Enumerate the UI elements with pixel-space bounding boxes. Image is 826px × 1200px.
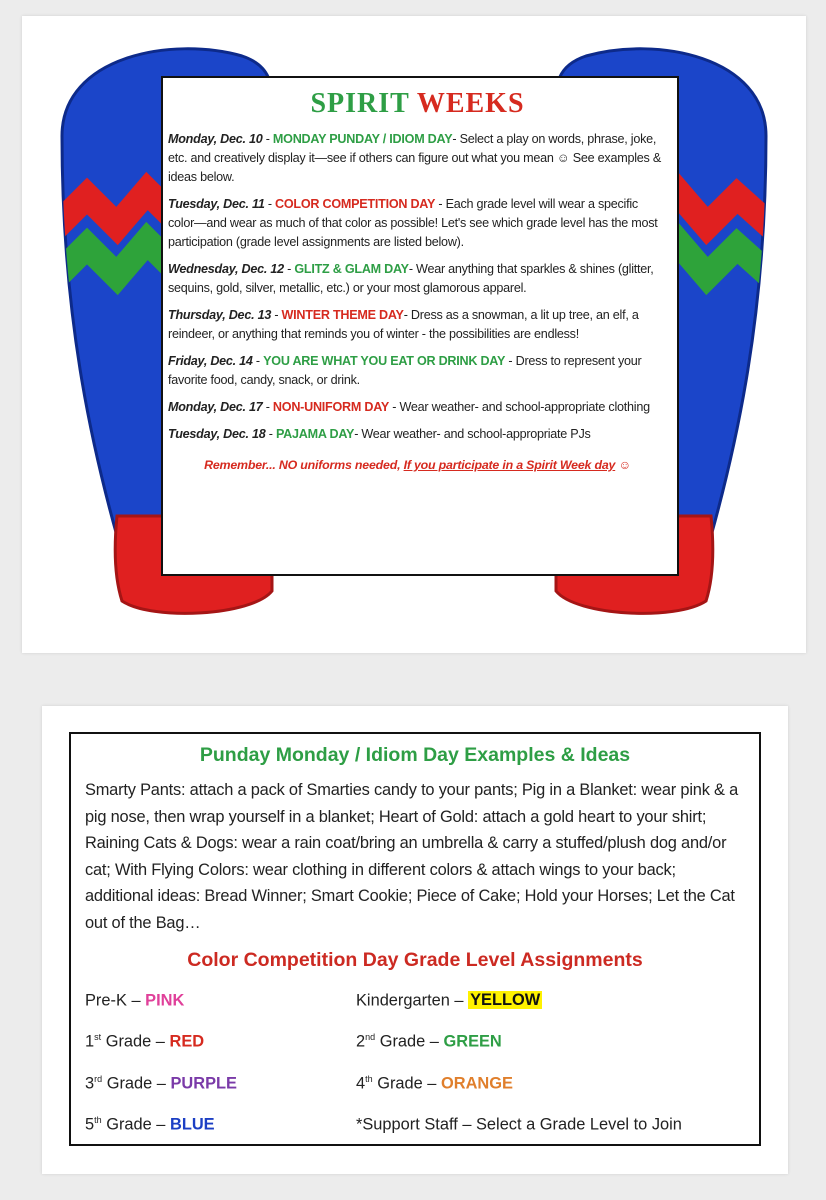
grade-color: GREEN (443, 1032, 502, 1051)
spirit-day-entry (168, 352, 667, 390)
assignments-heading: Color Competition Day Grade Level Assignments (187, 948, 643, 971)
grade-dash: – (151, 1115, 170, 1134)
grade-label: 4 (356, 1073, 366, 1092)
entry-date: Wednesday, Dec. 12 (168, 262, 284, 276)
grade-ordinal: rd (94, 1073, 103, 1084)
assignment-row (356, 1108, 686, 1136)
grade-dash: – (422, 1073, 441, 1092)
entry-separator: - (262, 132, 273, 146)
grade-color: PURPLE (170, 1073, 237, 1092)
entry-date: Thursday, Dec. 13 (168, 308, 272, 322)
grade-label: 2 (356, 1032, 366, 1051)
entry-event: GLITZ & GLAM DAY (294, 262, 409, 276)
remember-underlined: If you participate in a Spirit Week day (403, 458, 616, 472)
grade-dash: – (152, 1073, 171, 1092)
entry-event: COLOR COMPETITION DAY (275, 197, 436, 211)
assignment-row (85, 1067, 356, 1095)
grade-label: 1 (85, 1032, 95, 1051)
grade-suffix: Grade (372, 1073, 423, 1092)
entry-event: MONDAY PUNDAY / IDIOM DAY (272, 132, 453, 146)
spirit-weeks-title (168, 88, 667, 120)
grade-dash: – (126, 991, 146, 1010)
grade-suffix: Grade (102, 1073, 153, 1092)
entry-description: - Each grade level will wear a specific color—and wear as much of that color as possible! Let's see which grade level has the most participation (grade level assignments are listed below). (168, 197, 658, 249)
grade-dash: – (151, 1032, 170, 1051)
entry-event: WINTER THEME DAY (281, 308, 404, 322)
remember-note (168, 458, 667, 472)
assignments-grid (85, 984, 745, 1137)
grade-label: 3 (85, 1073, 95, 1092)
grade-color: ORANGE (440, 1073, 513, 1092)
grade-ordinal: nd (365, 1032, 376, 1043)
entry-description: - Wear weather- and school-appropriate clothing (389, 400, 650, 414)
assignment-row (356, 1067, 686, 1095)
entry-separator: - (252, 354, 264, 368)
entry-separator: - (265, 427, 276, 441)
spirit-weeks-flyer (22, 16, 806, 653)
grade-suffix: Grade (375, 1032, 426, 1051)
grade-color: BLUE (169, 1115, 215, 1134)
grade-ordinal: st (94, 1032, 102, 1043)
entry-separator: - (262, 400, 273, 414)
grade-label: Pre-K (85, 991, 127, 1010)
entry-date: Tuesday, Dec. 18 (168, 427, 266, 441)
entry-date: Monday, Dec. 10 (168, 132, 263, 146)
grade-ordinal: th (94, 1114, 102, 1125)
grade-label: 5 (85, 1115, 95, 1134)
entry-event: NON-UNIFORM DAY (272, 400, 390, 414)
spirit-weeks-notice (161, 76, 679, 576)
title-spirit: SPIRIT (310, 88, 410, 119)
entry-separator: - (271, 308, 282, 322)
smiley-icon: ☺ (615, 458, 631, 472)
ideas-heading: Punday Monday / Idiom Day Examples & Ideas (199, 744, 631, 766)
grade-ordinal: th (365, 1073, 373, 1084)
ideas-and-assignments-card (42, 706, 788, 1174)
spirit-day-entry (168, 398, 667, 417)
entry-description: - Wear weather- and school-appropriate PJs (354, 427, 591, 441)
grade-dash: – (425, 1032, 444, 1051)
entry-description: - Select a play on words, phrase, joke, etc. and creatively display it—see if others can figure out what you mean ☺ See examples & ideas below. (168, 132, 661, 184)
grade-color: RED (169, 1032, 205, 1051)
entry-date: Monday, Dec. 17 (168, 400, 263, 414)
assignment-row (85, 1108, 356, 1136)
spirit-day-entry (168, 260, 667, 298)
grade-color: Select a Grade Level to Join (476, 1115, 682, 1134)
assignment-row (356, 984, 686, 1012)
title-weeks: WEEKS (416, 88, 525, 119)
grade-suffix: Grade (101, 1115, 152, 1134)
grade-suffix: Grade (101, 1032, 152, 1051)
entry-description: - Wear anything that sparkles & shines (glitter, sequins, gold, silver, metallic, etc.) or your most glamorous apparel. (168, 262, 654, 295)
grade-dash: – (457, 1115, 476, 1134)
grade-color: YELLOW (470, 991, 541, 1010)
entry-event: PAJAMA DAY (275, 427, 355, 441)
grade-label: *Support Staff (356, 1115, 458, 1134)
entry-separator: - (264, 197, 276, 211)
entry-description: - Dress as a snowman, a lit up tree, an elf, a reindeer, or anything that reminds you of winter - the possibilities are endless! (168, 308, 639, 341)
entry-date: Friday, Dec. 14 (168, 354, 253, 368)
entry-separator: - (283, 262, 295, 276)
entry-event: YOU ARE WHAT YOU EAT OR DRINK DAY (263, 354, 506, 368)
entry-date: Tuesday, Dec. 11 (168, 197, 265, 211)
assignment-row (85, 984, 356, 1012)
ideas-body: Smarty Pants: attach a pack of Smarties candy to your pants; Pig in a Blanket: wear pink & a pig nose, then wrap yourself in a blanket; Heart of Gold: attach a gold heart to your shirt; Raining Cats & Dogs: wear a rain coat/bring an umbrella & carry a stuffed/plush dog and/or cat; With Flying Colors: wear clothing in different colors & attach wings to your back; additional ideas: Bread Winner; Smart Cookie; Piece of Cake; Hold your Horses; Let the Cat out of the Bag… (85, 781, 739, 932)
ideas-box (69, 732, 761, 1146)
assignment-row (356, 1025, 686, 1053)
assignment-row (85, 1025, 356, 1053)
grade-color: PINK (145, 991, 185, 1010)
spirit-day-entry (168, 425, 667, 444)
spirit-day-entry (168, 195, 667, 252)
spirit-day-entry (168, 130, 667, 187)
entry-description: - Dress to represent your favorite food, candy, snack, or drink. (168, 354, 642, 387)
spirit-day-entry (168, 306, 667, 344)
grade-label: Kindergarten (356, 991, 450, 1010)
remember-text: Remember... NO uniforms needed, (204, 458, 404, 472)
grade-dash: – (449, 991, 469, 1010)
